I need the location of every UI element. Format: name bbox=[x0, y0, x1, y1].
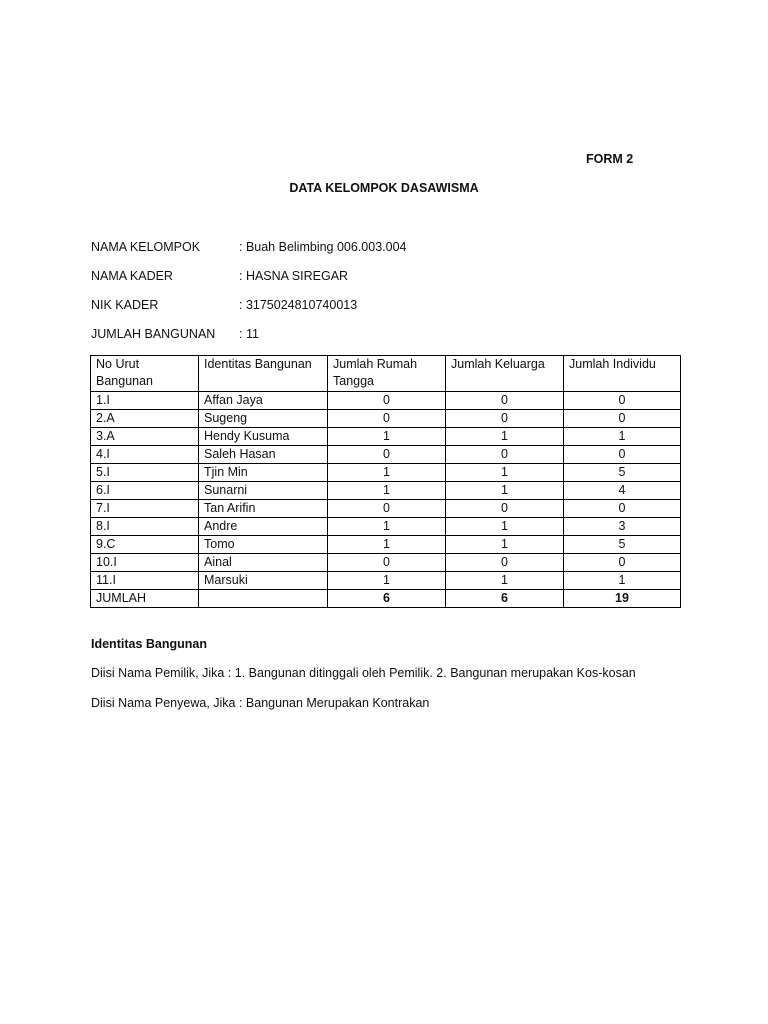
cell-no-urut: 1.I bbox=[91, 392, 199, 410]
table-row bbox=[91, 464, 681, 482]
notes-title: Identitas Bangunan bbox=[91, 637, 207, 651]
header-no-urut: No Urut Bangunan bbox=[91, 356, 199, 392]
note-line: Diisi Nama Penyewa, Jika : Bangunan Merupakan Kontrakan bbox=[91, 696, 430, 710]
cell-identitas: Tan Arifin bbox=[199, 500, 328, 518]
cell-keluarga: 1 bbox=[446, 536, 564, 554]
cell-individu: 0 bbox=[564, 554, 681, 572]
cell-individu: 0 bbox=[564, 392, 681, 410]
table-row bbox=[91, 482, 681, 500]
cell-identitas: Tjin Min bbox=[199, 464, 328, 482]
table-row bbox=[91, 572, 681, 590]
field-value: : 11 bbox=[239, 327, 259, 341]
field-label: JUMLAH BANGUNAN bbox=[91, 327, 216, 341]
cell-identitas: Affan Jaya bbox=[199, 392, 328, 410]
cell-rumah-tangga: 0 bbox=[328, 410, 446, 428]
cell-identitas: Sugeng bbox=[199, 410, 328, 428]
dasawisma-table bbox=[90, 355, 681, 608]
cell-rumah-tangga: 0 bbox=[328, 554, 446, 572]
document-title: DATA KELOMPOK DASAWISMA bbox=[289, 181, 479, 195]
field-label: NAMA KELOMPOK bbox=[91, 240, 201, 254]
cell-rumah-tangga: 1 bbox=[328, 464, 446, 482]
cell-keluarga: 0 bbox=[446, 446, 564, 464]
cell-rumah-tangga: 1 bbox=[328, 482, 446, 500]
cell-no-urut: 4.I bbox=[91, 446, 199, 464]
cell-identitas: Hendy Kusuma bbox=[199, 428, 328, 446]
header-individu: Jumlah Individu bbox=[564, 356, 681, 392]
cell-individu: 1 bbox=[564, 428, 681, 446]
table-row bbox=[91, 536, 681, 554]
cell-identitas: Saleh Hasan bbox=[199, 446, 328, 464]
field-value: : Buah Belimbing 006.003.004 bbox=[239, 240, 407, 254]
table-row bbox=[91, 392, 681, 410]
cell-no-urut: 9.C bbox=[91, 536, 199, 554]
cell-rumah-tangga: 1 bbox=[328, 572, 446, 590]
table-total-row bbox=[91, 590, 681, 608]
cell-keluarga: 0 bbox=[446, 392, 564, 410]
cell-rumah-tangga: 1 bbox=[328, 428, 446, 446]
cell-identitas: Marsuki bbox=[199, 572, 328, 590]
cell-keluarga: 0 bbox=[446, 410, 564, 428]
cell-rumah-tangga: 0 bbox=[328, 446, 446, 464]
form-number: FORM 2 bbox=[586, 152, 634, 166]
cell-rumah-tangga: 1 bbox=[328, 518, 446, 536]
table-row bbox=[91, 428, 681, 446]
total-individu: 19 bbox=[564, 590, 681, 608]
note-line: Diisi Nama Pemilik, Jika : 1. Bangunan ditinggali oleh Pemilik. 2. Bangunan merupakan Kos-kosan bbox=[91, 666, 636, 680]
cell-rumah-tangga: 0 bbox=[328, 392, 446, 410]
table-header-row bbox=[91, 356, 681, 392]
cell-individu: 4 bbox=[564, 482, 681, 500]
table-row bbox=[91, 446, 681, 464]
cell-keluarga: 0 bbox=[446, 500, 564, 518]
cell-individu: 5 bbox=[564, 536, 681, 554]
cell-no-urut: 5.I bbox=[91, 464, 199, 482]
cell-keluarga: 0 bbox=[446, 554, 564, 572]
cell-identitas: Andre bbox=[199, 518, 328, 536]
table-row bbox=[91, 554, 681, 572]
cell-individu: 0 bbox=[564, 410, 681, 428]
cell-keluarga: 1 bbox=[446, 428, 564, 446]
cell-identitas: Tomo bbox=[199, 536, 328, 554]
field-label: NAMA KADER bbox=[91, 269, 173, 283]
cell-rumah-tangga: 1 bbox=[328, 536, 446, 554]
cell-no-urut: 11.I bbox=[91, 572, 199, 590]
cell-keluarga: 1 bbox=[446, 518, 564, 536]
total-keluarga: 6 bbox=[446, 590, 564, 608]
field-label: NIK KADER bbox=[91, 298, 159, 312]
cell-no-urut: 2.A bbox=[91, 410, 199, 428]
cell-identitas: Sunarni bbox=[199, 482, 328, 500]
cell-keluarga: 1 bbox=[446, 464, 564, 482]
table-row bbox=[91, 500, 681, 518]
total-identitas bbox=[199, 590, 328, 608]
cell-individu: 5 bbox=[564, 464, 681, 482]
table-row bbox=[91, 518, 681, 536]
cell-rumah-tangga: 0 bbox=[328, 500, 446, 518]
cell-no-urut: 3.A bbox=[91, 428, 199, 446]
header-rumah-tangga: Jumlah Rumah Tangga bbox=[328, 356, 446, 392]
cell-no-urut: 6.I bbox=[91, 482, 199, 500]
cell-keluarga: 1 bbox=[446, 572, 564, 590]
cell-no-urut: 10.I bbox=[91, 554, 199, 572]
field-value: : HASNA SIREGAR bbox=[239, 269, 349, 283]
cell-individu: 3 bbox=[564, 518, 681, 536]
header-identitas: Identitas Bangunan bbox=[199, 356, 328, 392]
header-keluarga: Jumlah Keluarga bbox=[446, 356, 564, 392]
table-row bbox=[91, 410, 681, 428]
cell-individu: 0 bbox=[564, 500, 681, 518]
cell-individu: 1 bbox=[564, 572, 681, 590]
field-value: : 3175024810740013 bbox=[239, 298, 358, 312]
cell-identitas: Ainal bbox=[199, 554, 328, 572]
cell-no-urut: 7.I bbox=[91, 500, 199, 518]
cell-keluarga: 1 bbox=[446, 482, 564, 500]
cell-no-urut: 8.I bbox=[91, 518, 199, 536]
cell-individu: 0 bbox=[564, 446, 681, 464]
total-rumah-tangga: 6 bbox=[328, 590, 446, 608]
total-label: JUMLAH bbox=[91, 590, 199, 608]
